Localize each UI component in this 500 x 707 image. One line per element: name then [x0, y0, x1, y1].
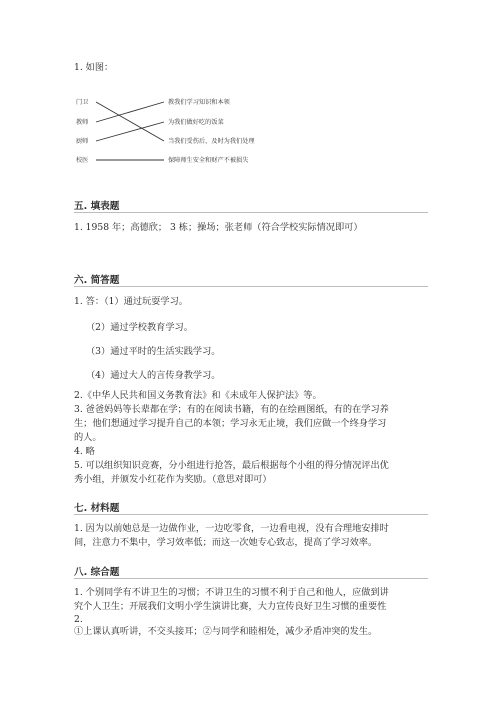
right-item-food: 为我们做好吃的饭菜 [168, 119, 224, 126]
section-5-answer: 1. 1958 年；高德欣； 3 栋；操场；张老师（符合学校实际情况即可） [74, 222, 363, 233]
section-8-line: ①上课认真听讲，不交头接耳；②与同学和睦相处，减少矛盾冲突的发生。 [74, 626, 378, 637]
section-6-line: 4. 略 [74, 446, 95, 457]
section-7-title: 七. 材料题 [74, 503, 120, 514]
section-6-divider [74, 286, 428, 287]
section-6-line: 1. 答：（1）通过玩耍学习。 [74, 296, 188, 307]
section-8-line: 1. 个别同学有不讲卫生的习惯；不讲卫生的习惯不利于自己和他人，应做到讲 [74, 587, 389, 598]
section-7-divider [74, 514, 428, 515]
left-item-gatekeeper: 门卫 [76, 99, 89, 106]
section-6-line: （3）通过平时的生活实践学习。 [86, 346, 221, 357]
section-6-line: 2.《中华人民共和国义务教育法》和《未成年人保护法》等。 [74, 390, 322, 401]
left-item-cook: 厨师 [76, 138, 89, 145]
section-8-line: 究个人卫生；开展我们文明小学生演讲比赛，大力宣传良好卫生习惯的重要性 [74, 601, 387, 612]
section-8-line: 2. [74, 614, 83, 625]
section-6-line: 生；他们想通过学习提升自己的本领；学习永无止境，我们应做一个终身学习 [74, 418, 387, 429]
match-line-3 [96, 122, 164, 141]
section-5-title: 五. 填表题 [74, 201, 120, 212]
section-8-title: 八. 综合题 [74, 567, 120, 578]
section-6-line: （4）通过大人的言传身教学习。 [86, 370, 221, 381]
right-item-injury: 当我们受伤后，及时为我们处理 [168, 138, 255, 145]
match-line-1 [96, 102, 164, 141]
section-6-line: （2）通过学校教育学习。 [86, 322, 193, 333]
section-6-line: 3. 爸爸妈妈等长辈都在学；有的在阅读书籍，有的在绘画图纸，有的在学习养 [74, 404, 389, 415]
section-6-line: 的人。 [74, 432, 102, 443]
section-6-line: 5. 可以组织知识竞赛，分小组进行抢答，最后根据每个小组的得分情况评出优 [74, 460, 389, 471]
question-1-label: 1. 如图： [74, 62, 114, 73]
section-5-divider [74, 212, 428, 213]
section-7-line: 间，注意力不集中，学习效率低；而这一次她专心致志，提高了学习效率。 [74, 537, 378, 548]
right-item-safety: 保障师生安全和财产不被损失 [168, 157, 249, 164]
section-6-line: 秀小组，并颁发小红花作为奖励。（意思对即可） [74, 474, 272, 485]
section-7-line: 1. 因为以前她总是一边做作业，一边吃零食，一边看电视，没有合理地安排时 [74, 523, 389, 534]
section-8-divider [74, 578, 428, 579]
section-6-title: 六. 简答题 [74, 275, 120, 286]
matching-diagram [74, 92, 304, 172]
match-line-2 [96, 102, 164, 122]
left-item-doctor: 校医 [76, 157, 89, 164]
left-item-teacher: 教师 [76, 119, 89, 126]
right-item-teach: 教我们学习知识和本领 [168, 99, 230, 106]
